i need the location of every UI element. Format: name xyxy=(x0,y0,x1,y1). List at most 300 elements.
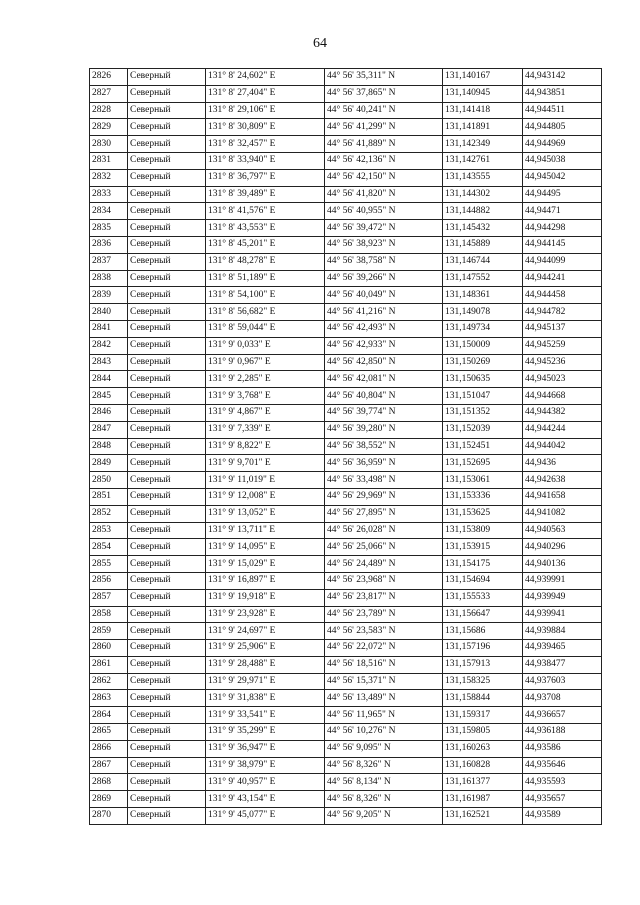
latitude-decimal-cell: 44,945042 xyxy=(523,169,602,186)
longitude-dms-cell: 131° 9' 33,541" E xyxy=(206,707,325,724)
longitude-dms-cell: 131° 9' 40,957" E xyxy=(206,774,325,791)
name-cell: Северный xyxy=(128,102,206,119)
latitude-dms-cell: 44° 56' 41,820" N xyxy=(325,186,443,203)
page-number: 64 xyxy=(313,36,327,51)
longitude-dms-cell: 131° 9' 15,029" E xyxy=(206,556,325,573)
latitude-dms-cell: 44° 56' 23,968" N xyxy=(325,572,443,589)
latitude-dms-cell: 44° 56' 23,789" N xyxy=(325,606,443,623)
latitude-decimal-cell: 44,943851 xyxy=(523,85,602,102)
latitude-dms-cell: 44° 56' 8,134" N xyxy=(325,774,443,791)
table-row xyxy=(90,421,602,438)
latitude-decimal-cell: 44,9436 xyxy=(523,455,602,472)
point-number-cell: 2842 xyxy=(90,337,128,354)
name-cell: Северный xyxy=(128,119,206,136)
longitude-decimal-cell: 131,158325 xyxy=(443,673,523,690)
longitude-decimal-cell: 131,160828 xyxy=(443,757,523,774)
name-cell: Северный xyxy=(128,656,206,673)
longitude-decimal-cell: 131,157196 xyxy=(443,640,523,657)
point-number-cell: 2845 xyxy=(90,388,128,405)
latitude-decimal-cell: 44,941658 xyxy=(523,488,602,505)
longitude-decimal-cell: 131,150009 xyxy=(443,337,523,354)
table-row xyxy=(90,169,602,186)
point-number-cell: 2829 xyxy=(90,119,128,136)
table-row xyxy=(90,640,602,657)
name-cell: Северный xyxy=(128,169,206,186)
point-number-cell: 2857 xyxy=(90,589,128,606)
latitude-dms-cell: 44° 56' 38,552" N xyxy=(325,438,443,455)
name-cell: Северный xyxy=(128,337,206,354)
longitude-decimal-cell: 131,162521 xyxy=(443,808,523,825)
table-row xyxy=(90,455,602,472)
name-cell: Северный xyxy=(128,320,206,337)
longitude-decimal-cell: 131,153625 xyxy=(443,505,523,522)
name-cell: Северный xyxy=(128,539,206,556)
latitude-dms-cell: 44° 56' 9,095" N xyxy=(325,740,443,757)
latitude-dms-cell: 44° 56' 35,311" N xyxy=(325,69,443,86)
longitude-dms-cell: 131° 9' 28,488" E xyxy=(206,656,325,673)
latitude-dms-cell: 44° 56' 23,583" N xyxy=(325,623,443,640)
table-row xyxy=(90,572,602,589)
point-number-cell: 2848 xyxy=(90,438,128,455)
longitude-dms-cell: 131° 8' 45,201" E xyxy=(206,236,325,253)
name-cell: Северный xyxy=(128,522,206,539)
longitude-decimal-cell: 131,152695 xyxy=(443,455,523,472)
table-row xyxy=(90,690,602,707)
point-number-cell: 2836 xyxy=(90,236,128,253)
table-row xyxy=(90,488,602,505)
latitude-decimal-cell: 44,939941 xyxy=(523,606,602,623)
name-cell: Северный xyxy=(128,253,206,270)
longitude-dms-cell: 131° 8' 51,189" E xyxy=(206,270,325,287)
latitude-dms-cell: 44° 56' 42,136" N xyxy=(325,152,443,169)
table-row xyxy=(90,606,602,623)
longitude-decimal-cell: 131,153915 xyxy=(443,539,523,556)
longitude-dms-cell: 131° 9' 45,077" E xyxy=(206,808,325,825)
latitude-dms-cell: 44° 56' 25,066" N xyxy=(325,539,443,556)
table-row xyxy=(90,236,602,253)
table-row xyxy=(90,304,602,321)
point-number-cell: 2849 xyxy=(90,455,128,472)
latitude-dms-cell: 44° 56' 36,959" N xyxy=(325,455,443,472)
latitude-dms-cell: 44° 56' 18,516" N xyxy=(325,656,443,673)
longitude-decimal-cell: 131,152039 xyxy=(443,421,523,438)
point-number-cell: 2843 xyxy=(90,354,128,371)
latitude-dms-cell: 44° 56' 39,266" N xyxy=(325,270,443,287)
point-number-cell: 2863 xyxy=(90,690,128,707)
latitude-dms-cell: 44° 56' 8,326" N xyxy=(325,757,443,774)
latitude-dms-cell: 44° 56' 33,498" N xyxy=(325,472,443,489)
latitude-decimal-cell: 44,944099 xyxy=(523,253,602,270)
latitude-dms-cell: 44° 56' 27,895" N xyxy=(325,505,443,522)
longitude-dms-cell: 131° 9' 35,299" E xyxy=(206,724,325,741)
latitude-dms-cell: 44° 56' 37,865" N xyxy=(325,85,443,102)
latitude-decimal-cell: 44,944298 xyxy=(523,220,602,237)
latitude-decimal-cell: 44,941082 xyxy=(523,505,602,522)
table-row xyxy=(90,774,602,791)
longitude-decimal-cell: 131,150269 xyxy=(443,354,523,371)
table-row xyxy=(90,404,602,421)
point-number-cell: 2868 xyxy=(90,774,128,791)
point-number-cell: 2853 xyxy=(90,522,128,539)
name-cell: Северный xyxy=(128,488,206,505)
name-cell: Северный xyxy=(128,186,206,203)
latitude-decimal-cell: 44,944969 xyxy=(523,136,602,153)
table-row xyxy=(90,354,602,371)
table-row xyxy=(90,757,602,774)
point-number-cell: 2826 xyxy=(90,69,128,86)
latitude-dms-cell: 44° 56' 41,299" N xyxy=(325,119,443,136)
table-row xyxy=(90,119,602,136)
name-cell: Северный xyxy=(128,236,206,253)
name-cell: Северный xyxy=(128,572,206,589)
point-number-cell: 2859 xyxy=(90,623,128,640)
longitude-dms-cell: 131° 9' 38,979" E xyxy=(206,757,325,774)
point-number-cell: 2840 xyxy=(90,304,128,321)
table-row xyxy=(90,388,602,405)
table-row xyxy=(90,253,602,270)
point-number-cell: 2867 xyxy=(90,757,128,774)
latitude-decimal-cell: 44,93708 xyxy=(523,690,602,707)
latitude-decimal-cell: 44,94495 xyxy=(523,186,602,203)
point-number-cell: 2833 xyxy=(90,186,128,203)
name-cell: Северный xyxy=(128,388,206,405)
longitude-dms-cell: 131° 8' 41,576" E xyxy=(206,203,325,220)
latitude-decimal-cell: 44,935657 xyxy=(523,791,602,808)
point-number-cell: 2831 xyxy=(90,152,128,169)
latitude-decimal-cell: 44,944145 xyxy=(523,236,602,253)
longitude-decimal-cell: 131,142761 xyxy=(443,152,523,169)
name-cell: Северный xyxy=(128,707,206,724)
latitude-dms-cell: 44° 56' 42,150" N xyxy=(325,169,443,186)
longitude-dms-cell: 131° 8' 39,489" E xyxy=(206,186,325,203)
latitude-decimal-cell: 44,945137 xyxy=(523,320,602,337)
longitude-decimal-cell: 131,140167 xyxy=(443,69,523,86)
table-row xyxy=(90,808,602,825)
table-row xyxy=(90,371,602,388)
point-number-cell: 2860 xyxy=(90,640,128,657)
name-cell: Северный xyxy=(128,455,206,472)
longitude-dms-cell: 131° 8' 48,278" E xyxy=(206,253,325,270)
point-number-cell: 2856 xyxy=(90,572,128,589)
table-row xyxy=(90,136,602,153)
point-number-cell: 2827 xyxy=(90,85,128,102)
latitude-decimal-cell: 44,939884 xyxy=(523,623,602,640)
longitude-decimal-cell: 131,149078 xyxy=(443,304,523,321)
longitude-dms-cell: 131° 8' 32,457" E xyxy=(206,136,325,153)
longitude-decimal-cell: 131,144302 xyxy=(443,186,523,203)
table-row xyxy=(90,337,602,354)
point-number-cell: 2858 xyxy=(90,606,128,623)
latitude-decimal-cell: 44,936657 xyxy=(523,707,602,724)
latitude-decimal-cell: 44,939949 xyxy=(523,589,602,606)
longitude-decimal-cell: 131,146744 xyxy=(443,253,523,270)
table-row xyxy=(90,438,602,455)
name-cell: Северный xyxy=(128,371,206,388)
table-row xyxy=(90,556,602,573)
point-number-cell: 2866 xyxy=(90,740,128,757)
name-cell: Северный xyxy=(128,287,206,304)
table-row xyxy=(90,707,602,724)
latitude-dms-cell: 44° 56' 38,758" N xyxy=(325,253,443,270)
longitude-dms-cell: 131° 9' 43,154" E xyxy=(206,791,325,808)
table-row xyxy=(90,656,602,673)
latitude-decimal-cell: 44,944511 xyxy=(523,102,602,119)
latitude-dms-cell: 44° 56' 40,049" N xyxy=(325,287,443,304)
name-cell: Северный xyxy=(128,505,206,522)
name-cell: Северный xyxy=(128,606,206,623)
table-row xyxy=(90,522,602,539)
table-row xyxy=(90,589,602,606)
name-cell: Северный xyxy=(128,152,206,169)
longitude-decimal-cell: 131,153809 xyxy=(443,522,523,539)
latitude-dms-cell: 44° 56' 40,241" N xyxy=(325,102,443,119)
latitude-dms-cell: 44° 56' 42,081" N xyxy=(325,371,443,388)
longitude-decimal-cell: 131,142349 xyxy=(443,136,523,153)
longitude-decimal-cell: 131,148361 xyxy=(443,287,523,304)
longitude-dms-cell: 131° 9' 14,095" E xyxy=(206,539,325,556)
latitude-decimal-cell: 44,938477 xyxy=(523,656,602,673)
latitude-decimal-cell: 44,93589 xyxy=(523,808,602,825)
point-number-cell: 2869 xyxy=(90,791,128,808)
longitude-dms-cell: 131° 8' 56,682" E xyxy=(206,304,325,321)
table-row xyxy=(90,740,602,757)
table-row xyxy=(90,539,602,556)
longitude-dms-cell: 131° 9' 13,711" E xyxy=(206,522,325,539)
point-number-cell: 2841 xyxy=(90,320,128,337)
latitude-decimal-cell: 44,944244 xyxy=(523,421,602,438)
table-row xyxy=(90,673,602,690)
latitude-decimal-cell: 44,93586 xyxy=(523,740,602,757)
latitude-decimal-cell: 44,945023 xyxy=(523,371,602,388)
latitude-decimal-cell: 44,939465 xyxy=(523,640,602,657)
name-cell: Северный xyxy=(128,791,206,808)
name-cell: Северный xyxy=(128,623,206,640)
table-row xyxy=(90,270,602,287)
longitude-dms-cell: 131° 8' 36,797" E xyxy=(206,169,325,186)
latitude-dms-cell: 44° 56' 39,472" N xyxy=(325,220,443,237)
point-number-cell: 2850 xyxy=(90,472,128,489)
latitude-dms-cell: 44° 56' 40,804" N xyxy=(325,388,443,405)
longitude-decimal-cell: 131,145889 xyxy=(443,236,523,253)
point-number-cell: 2847 xyxy=(90,421,128,438)
name-cell: Северный xyxy=(128,757,206,774)
name-cell: Северный xyxy=(128,304,206,321)
latitude-decimal-cell: 44,940296 xyxy=(523,539,602,556)
longitude-decimal-cell: 131,155533 xyxy=(443,589,523,606)
name-cell: Северный xyxy=(128,85,206,102)
name-cell: Северный xyxy=(128,354,206,371)
table-row xyxy=(90,203,602,220)
point-number-cell: 2837 xyxy=(90,253,128,270)
table-row xyxy=(90,220,602,237)
name-cell: Северный xyxy=(128,589,206,606)
latitude-decimal-cell: 44,945259 xyxy=(523,337,602,354)
latitude-decimal-cell: 44,94471 xyxy=(523,203,602,220)
longitude-decimal-cell: 131,159805 xyxy=(443,724,523,741)
latitude-dms-cell: 44° 56' 29,969" N xyxy=(325,488,443,505)
point-number-cell: 2870 xyxy=(90,808,128,825)
longitude-decimal-cell: 131,144882 xyxy=(443,203,523,220)
latitude-decimal-cell: 44,944042 xyxy=(523,438,602,455)
longitude-dms-cell: 131° 8' 54,100" E xyxy=(206,287,325,304)
longitude-decimal-cell: 131,151047 xyxy=(443,388,523,405)
longitude-dms-cell: 131° 8' 43,553" E xyxy=(206,220,325,237)
latitude-decimal-cell: 44,936188 xyxy=(523,724,602,741)
longitude-decimal-cell: 131,147552 xyxy=(443,270,523,287)
longitude-dms-cell: 131° 9' 19,918" E xyxy=(206,589,325,606)
longitude-decimal-cell: 131,140945 xyxy=(443,85,523,102)
latitude-decimal-cell: 44,944458 xyxy=(523,287,602,304)
longitude-dms-cell: 131° 9' 25,906" E xyxy=(206,640,325,657)
longitude-decimal-cell: 131,154694 xyxy=(443,572,523,589)
longitude-decimal-cell: 131,159317 xyxy=(443,707,523,724)
latitude-dms-cell: 44° 56' 23,817" N xyxy=(325,589,443,606)
latitude-dms-cell: 44° 56' 42,933" N xyxy=(325,337,443,354)
point-number-cell: 2855 xyxy=(90,556,128,573)
point-number-cell: 2851 xyxy=(90,488,128,505)
name-cell: Северный xyxy=(128,270,206,287)
name-cell: Северный xyxy=(128,438,206,455)
name-cell: Северный xyxy=(128,404,206,421)
latitude-decimal-cell: 44,943142 xyxy=(523,69,602,86)
longitude-dms-cell: 131° 8' 30,809" E xyxy=(206,119,325,136)
table-row xyxy=(90,472,602,489)
latitude-dms-cell: 44° 56' 15,371" N xyxy=(325,673,443,690)
point-number-cell: 2838 xyxy=(90,270,128,287)
name-cell: Северный xyxy=(128,740,206,757)
point-number-cell: 2834 xyxy=(90,203,128,220)
longitude-dms-cell: 131° 9' 12,008" E xyxy=(206,488,325,505)
table-row xyxy=(90,724,602,741)
latitude-dms-cell: 44° 56' 24,489" N xyxy=(325,556,443,573)
longitude-decimal-cell: 131,141418 xyxy=(443,102,523,119)
longitude-decimal-cell: 131,161377 xyxy=(443,774,523,791)
longitude-dms-cell: 131° 9' 31,838" E xyxy=(206,690,325,707)
longitude-dms-cell: 131° 9' 23,928" E xyxy=(206,606,325,623)
longitude-dms-cell: 131° 8' 59,044" E xyxy=(206,320,325,337)
longitude-dms-cell: 131° 9' 29,971" E xyxy=(206,673,325,690)
latitude-dms-cell: 44° 56' 26,028" N xyxy=(325,522,443,539)
longitude-decimal-cell: 131,157913 xyxy=(443,656,523,673)
coordinates-table xyxy=(89,68,602,825)
table-row xyxy=(90,152,602,169)
latitude-dms-cell: 44° 56' 10,276" N xyxy=(325,724,443,741)
longitude-dms-cell: 131° 8' 29,106" E xyxy=(206,102,325,119)
latitude-decimal-cell: 44,944782 xyxy=(523,304,602,321)
table-row xyxy=(90,791,602,808)
latitude-decimal-cell: 44,940136 xyxy=(523,556,602,573)
longitude-decimal-cell: 131,158844 xyxy=(443,690,523,707)
longitude-dms-cell: 131° 8' 33,940" E xyxy=(206,152,325,169)
latitude-decimal-cell: 44,944241 xyxy=(523,270,602,287)
name-cell: Северный xyxy=(128,690,206,707)
longitude-dms-cell: 131° 9' 8,822" E xyxy=(206,438,325,455)
latitude-decimal-cell: 44,937603 xyxy=(523,673,602,690)
point-number-cell: 2830 xyxy=(90,136,128,153)
point-number-cell: 2835 xyxy=(90,220,128,237)
latitude-dms-cell: 44° 56' 11,965" N xyxy=(325,707,443,724)
latitude-dms-cell: 44° 56' 42,493" N xyxy=(325,320,443,337)
latitude-dms-cell: 44° 56' 13,489" N xyxy=(325,690,443,707)
latitude-dms-cell: 44° 56' 22,072" N xyxy=(325,640,443,657)
latitude-dms-cell: 44° 56' 41,216" N xyxy=(325,304,443,321)
longitude-decimal-cell: 131,151352 xyxy=(443,404,523,421)
point-number-cell: 2864 xyxy=(90,707,128,724)
latitude-decimal-cell: 44,935646 xyxy=(523,757,602,774)
longitude-decimal-cell: 131,160263 xyxy=(443,740,523,757)
latitude-decimal-cell: 44,945236 xyxy=(523,354,602,371)
name-cell: Северный xyxy=(128,203,206,220)
table-row xyxy=(90,623,602,640)
latitude-decimal-cell: 44,944805 xyxy=(523,119,602,136)
longitude-dms-cell: 131° 9' 9,701" E xyxy=(206,455,325,472)
table-row xyxy=(90,186,602,203)
point-number-cell: 2839 xyxy=(90,287,128,304)
longitude-decimal-cell: 131,150635 xyxy=(443,371,523,388)
longitude-decimal-cell: 131,143555 xyxy=(443,169,523,186)
longitude-dms-cell: 131° 8' 27,404" E xyxy=(206,85,325,102)
name-cell: Северный xyxy=(128,640,206,657)
latitude-dms-cell: 44° 56' 9,205" N xyxy=(325,808,443,825)
name-cell: Северный xyxy=(128,673,206,690)
longitude-dms-cell: 131° 9' 11,019" E xyxy=(206,472,325,489)
name-cell: Северный xyxy=(128,136,206,153)
name-cell: Северный xyxy=(128,472,206,489)
longitude-dms-cell: 131° 9' 7,339" E xyxy=(206,421,325,438)
longitude-dms-cell: 131° 8' 24,602" E xyxy=(206,69,325,86)
longitude-decimal-cell: 131,141891 xyxy=(443,119,523,136)
longitude-decimal-cell: 131,15686 xyxy=(443,623,523,640)
longitude-decimal-cell: 131,161987 xyxy=(443,791,523,808)
table-row xyxy=(90,102,602,119)
longitude-dms-cell: 131° 9' 4,867" E xyxy=(206,404,325,421)
latitude-dms-cell: 44° 56' 41,889" N xyxy=(325,136,443,153)
name-cell: Северный xyxy=(128,421,206,438)
point-number-cell: 2854 xyxy=(90,539,128,556)
latitude-dms-cell: 44° 56' 38,923" N xyxy=(325,236,443,253)
longitude-dms-cell: 131° 9' 16,897" E xyxy=(206,572,325,589)
longitude-decimal-cell: 131,152451 xyxy=(443,438,523,455)
name-cell: Северный xyxy=(128,69,206,86)
latitude-decimal-cell: 44,935593 xyxy=(523,774,602,791)
latitude-decimal-cell: 44,944382 xyxy=(523,404,602,421)
latitude-dms-cell: 44° 56' 8,326" N xyxy=(325,791,443,808)
table-row xyxy=(90,287,602,304)
table-row xyxy=(90,320,602,337)
longitude-decimal-cell: 131,153336 xyxy=(443,488,523,505)
longitude-dms-cell: 131° 9' 36,947" E xyxy=(206,740,325,757)
longitude-dms-cell: 131° 9' 3,768" E xyxy=(206,388,325,405)
table-row xyxy=(90,505,602,522)
longitude-decimal-cell: 131,145432 xyxy=(443,220,523,237)
latitude-decimal-cell: 44,942638 xyxy=(523,472,602,489)
table-row xyxy=(90,85,602,102)
point-number-cell: 2861 xyxy=(90,656,128,673)
latitude-decimal-cell: 44,944668 xyxy=(523,388,602,405)
longitude-dms-cell: 131° 9' 24,697" E xyxy=(206,623,325,640)
longitude-decimal-cell: 131,154175 xyxy=(443,556,523,573)
latitude-decimal-cell: 44,940563 xyxy=(523,522,602,539)
latitude-decimal-cell: 44,945038 xyxy=(523,152,602,169)
point-number-cell: 2862 xyxy=(90,673,128,690)
latitude-dms-cell: 44° 56' 42,850" N xyxy=(325,354,443,371)
latitude-decimal-cell: 44,939991 xyxy=(523,572,602,589)
latitude-dms-cell: 44° 56' 40,955" N xyxy=(325,203,443,220)
name-cell: Северный xyxy=(128,724,206,741)
longitude-decimal-cell: 131,149734 xyxy=(443,320,523,337)
name-cell: Северный xyxy=(128,774,206,791)
name-cell: Северный xyxy=(128,808,206,825)
